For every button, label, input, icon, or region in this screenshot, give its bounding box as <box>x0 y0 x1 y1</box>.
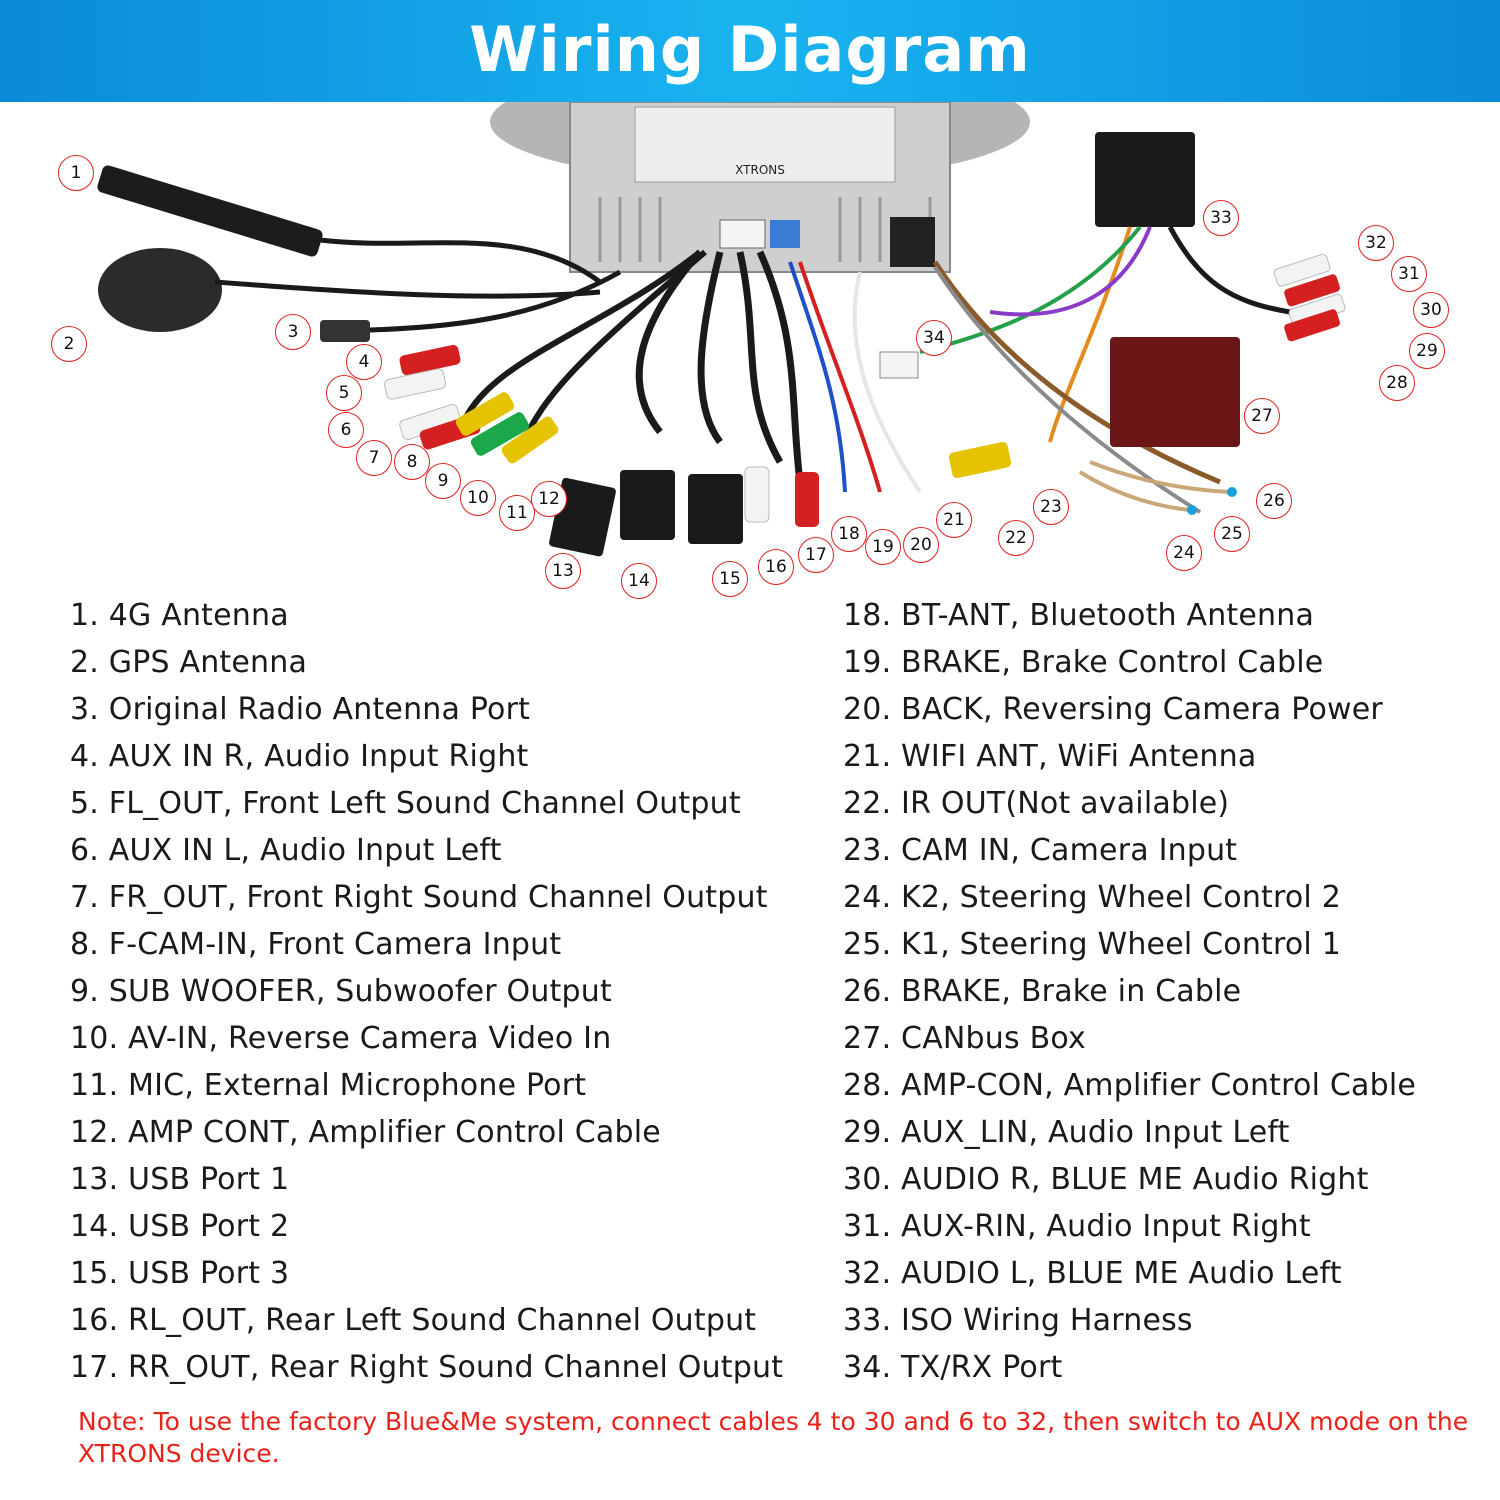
page-title: Wiring Diagram <box>469 13 1031 86</box>
callout-12: 12 <box>531 481 567 517</box>
header-banner <box>0 0 1500 102</box>
tip-25 <box>1187 505 1197 515</box>
port-connector-white <box>720 220 765 248</box>
legend-item: 29. AUX_LIN, Audio Input Left <box>843 1115 1290 1150</box>
callout-23: 23 <box>1033 489 1069 525</box>
legend-item: 25. K1, Steering Wheel Control 1 <box>843 927 1341 962</box>
rca-red-17 <box>795 472 819 527</box>
legend-item: 19. BRAKE, Brake Control Cable <box>843 645 1324 680</box>
legend-item: 8. F-CAM-IN, Front Camera Input <box>70 927 562 962</box>
tx-rx-connector <box>880 352 918 378</box>
callout-17: 17 <box>798 537 834 573</box>
legend-item: 7. FR_OUT, Front Right Sound Channel Output <box>70 880 768 915</box>
iso-harness <box>1095 132 1195 227</box>
callout-29: 29 <box>1409 333 1445 369</box>
callout-19: 19 <box>865 529 901 565</box>
legend-item: 2. GPS Antenna <box>70 645 308 680</box>
callout-14: 14 <box>621 563 657 599</box>
callout-16: 16 <box>758 549 794 585</box>
unit-brand: XTRONS <box>735 163 785 177</box>
callout-10: 10 <box>460 480 496 516</box>
legend-item: 28. AMP-CON, Amplifier Control Cable <box>843 1068 1417 1103</box>
radio-antenna-port <box>320 320 370 342</box>
callout-26: 26 <box>1256 483 1292 519</box>
gps-cable <box>215 282 600 296</box>
wiring-illustration <box>0 102 1500 602</box>
legend-item: 30. AUDIO R, BLUE ME Audio Right <box>843 1162 1369 1197</box>
callout-30: 30 <box>1413 292 1449 328</box>
callout-21: 21 <box>936 502 972 538</box>
callout-8: 8 <box>394 444 430 480</box>
callout-33: 33 <box>1203 200 1239 236</box>
legend-right-column <box>843 592 1483 1391</box>
legend-item: 14. USB Port 2 <box>70 1209 290 1244</box>
legend-item: 24. K2, Steering Wheel Control 2 <box>843 880 1341 915</box>
legend-item: 32. AUDIO L, BLUE ME Audio Left <box>843 1256 1342 1291</box>
callout-22: 22 <box>998 520 1034 556</box>
port-connector-blue <box>770 220 800 248</box>
cable-bundle-d <box>760 252 800 482</box>
callout-31: 31 <box>1391 256 1427 292</box>
gps-antenna <box>98 248 222 332</box>
canbus-box <box>1110 337 1240 447</box>
antenna-cable <box>320 240 600 282</box>
legend-item: 3. Original Radio Antenna Port <box>70 692 531 727</box>
rca-white-16 <box>745 467 769 522</box>
legend-item: 4. AUX IN R, Audio Input Right <box>70 739 529 774</box>
legend-item: 22. IR OUT(Not available) <box>843 786 1230 821</box>
radio-cable <box>370 272 620 330</box>
rca-yellow-23 <box>948 441 1012 479</box>
callout-11: 11 <box>499 495 535 531</box>
callout-25: 25 <box>1214 516 1250 552</box>
callout-13: 13 <box>545 553 581 589</box>
legend-item: 18. BT-ANT, Bluetooth Antenna <box>843 598 1315 633</box>
legend-item: 13. USB Port 1 <box>70 1162 290 1197</box>
callout-32: 32 <box>1358 225 1394 261</box>
callout-18: 18 <box>831 516 867 552</box>
callout-1: 1 <box>58 155 94 191</box>
legend-item: 10. AV-IN, Reverse Camera Video In <box>70 1021 612 1056</box>
legend-item: 33. ISO Wiring Harness <box>843 1303 1193 1338</box>
legend-item: 26. BRAKE, Brake in Cable <box>843 974 1242 1009</box>
legend-item: 17. RR_OUT, Rear Right Sound Channel Output <box>70 1350 784 1385</box>
legend-item: 1. 4G Antenna <box>70 598 289 633</box>
callout-24: 24 <box>1166 535 1202 571</box>
legend-item: 27. CANbus Box <box>843 1021 1086 1056</box>
4g-antenna <box>96 164 324 258</box>
harness-wire-black <box>1170 227 1290 312</box>
iso-port <box>890 217 935 267</box>
legend-item: 21. WIFI ANT, WiFi Antenna <box>843 739 1257 774</box>
callout-15: 15 <box>712 561 748 597</box>
legend-item: 20. BACK, Reversing Camera Power <box>843 692 1383 727</box>
legend-item: 31. AUX-RIN, Audio Input Right <box>843 1209 1311 1244</box>
callout-4: 4 <box>346 344 382 380</box>
wiring-photo <box>0 102 1500 602</box>
callout-6: 6 <box>328 412 364 448</box>
callout-9: 9 <box>425 463 461 499</box>
legend-item: 6. AUX IN L, Audio Input Left <box>70 833 502 868</box>
usage-note: Note: To use the factory Blue&Me system, connect cables 4 to 30 and 6 to 32, then switch to AUX mode on the XTRONS device. <box>78 1407 1469 1468</box>
callout-5: 5 <box>326 375 362 411</box>
callout-34: 34 <box>916 320 952 356</box>
callout-2: 2 <box>51 326 87 362</box>
legend-item: 23. CAM IN, Camera Input <box>843 833 1238 868</box>
legend-item: 16. RL_OUT, Rear Left Sound Channel Output <box>70 1303 757 1338</box>
legend-item: 11. MIC, External Microphone Port <box>70 1068 587 1103</box>
callout-27: 27 <box>1244 398 1280 434</box>
wire-red <box>800 262 880 492</box>
callout-28: 28 <box>1379 365 1415 401</box>
tip-26 <box>1227 487 1237 497</box>
legend-item: 15. USB Port 3 <box>70 1256 290 1291</box>
callout-20: 20 <box>903 527 939 563</box>
legend-item: 5. FL_OUT, Front Left Sound Channel Output <box>70 786 741 821</box>
legend-item: 34. TX/RX Port <box>843 1350 1063 1385</box>
callout-7: 7 <box>356 440 392 476</box>
cable-bundle-b <box>701 252 720 442</box>
usb-port-2 <box>620 470 675 540</box>
legend-left-column <box>70 592 830 1391</box>
callout-3: 3 <box>275 314 311 350</box>
wire-white <box>855 272 920 492</box>
legend-item: 12. AMP CONT, Amplifier Control Cable <box>70 1115 661 1150</box>
usb-port-3 <box>688 474 743 544</box>
legend-item: 9. SUB WOOFER, Subwoofer Output <box>70 974 612 1009</box>
